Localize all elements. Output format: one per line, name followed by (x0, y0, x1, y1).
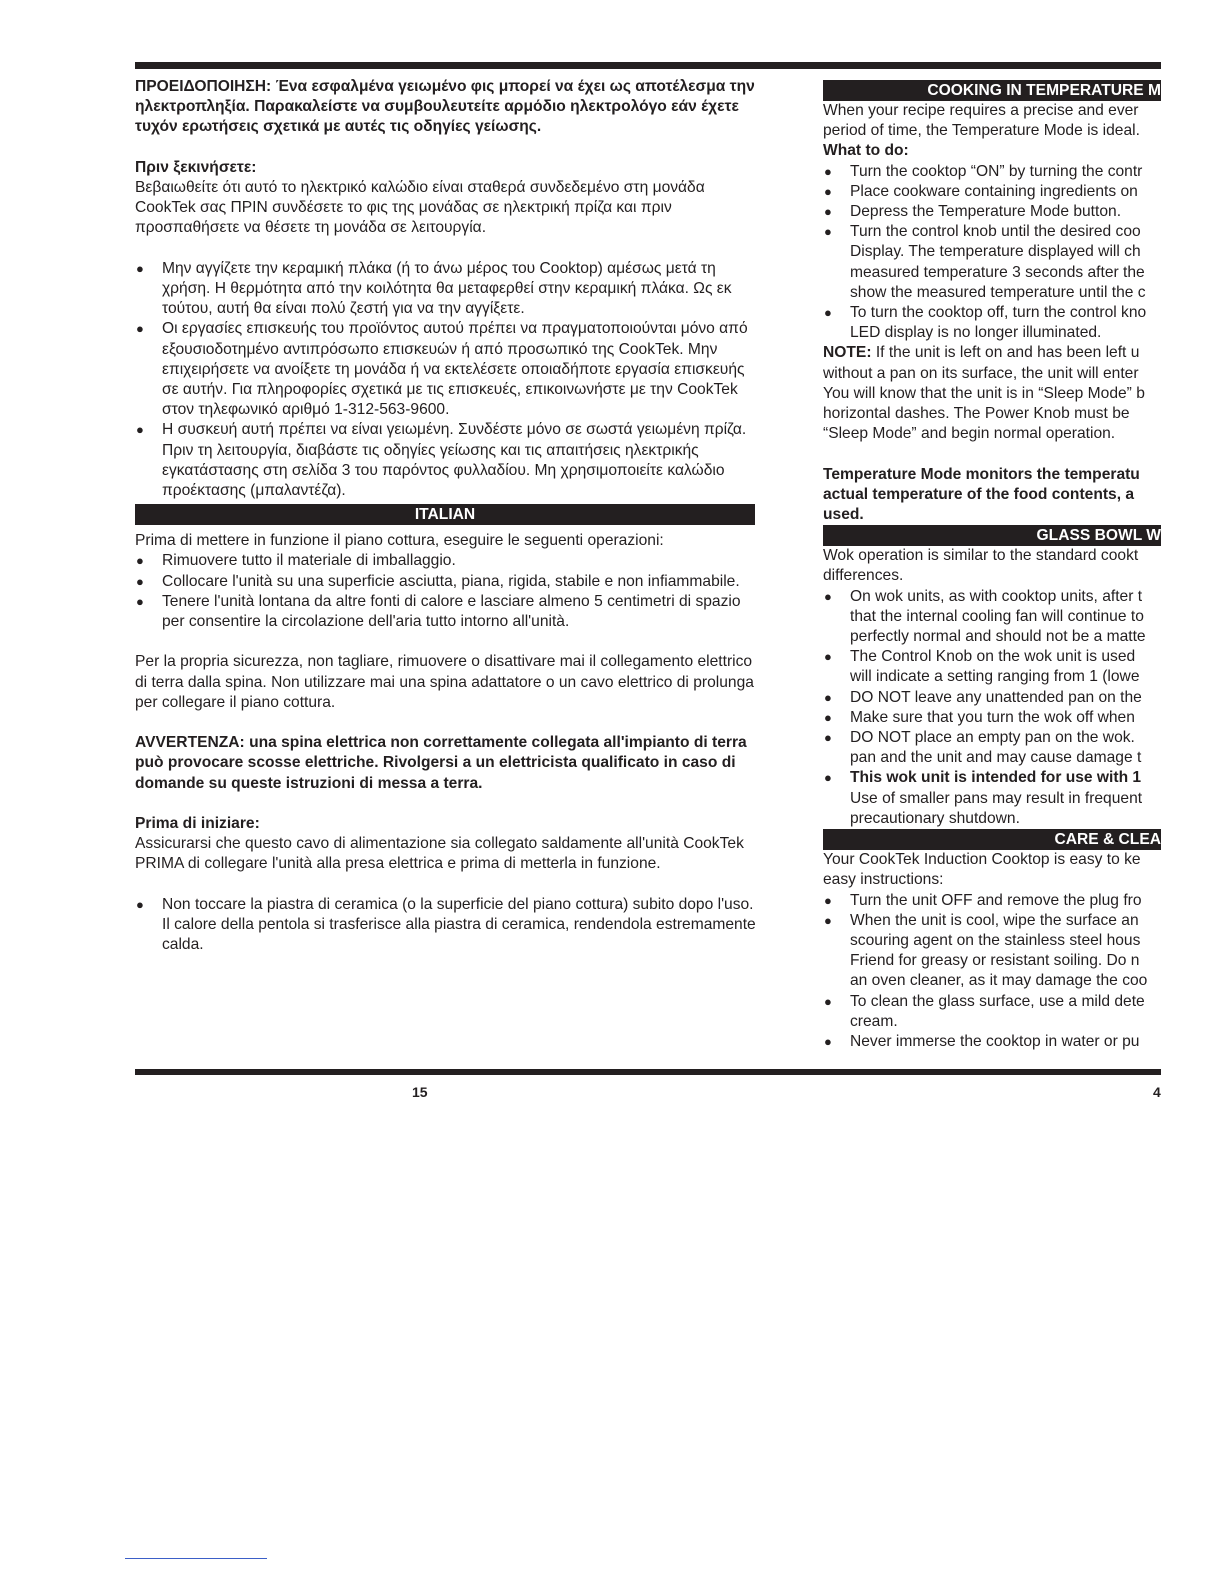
note-label: NOTE: (823, 344, 872, 362)
glass-bowl-wok-header: GLASS BOWL W (823, 525, 1161, 546)
list-item: ● Rimuovere tutto il materiale di imballaggio. (135, 551, 757, 571)
italian-bullet-list (135, 551, 757, 632)
list-item: ● Turn the unit OFF and remove the plug fro (823, 891, 1161, 911)
what-to-do-heading: What to do: (823, 142, 909, 160)
temperature-monitor-note: Temperature Mode monitors the temperatu actual temperature of the food contents, a used. (823, 465, 1140, 524)
wok-intro: Wok operation is similar to the standard cookt differences. (823, 547, 1139, 585)
list-item: ● Non toccare la piastra di ceramica (o la superficie del piano cottura) subito dopo l'uso. Il calore della pentola si trasferisce alla piastra di ceramica, rendendola estremamente calda. (135, 895, 757, 956)
right-column (823, 80, 1161, 1052)
right-page-number: 4 (1153, 1084, 1161, 1100)
list-item: ● This wok unit is intended for use with 1 Use of smaller pans may result in frequent precautionary shutdown. (823, 768, 1161, 829)
list-item: ● Make sure that you turn the wok off when (823, 708, 1161, 728)
list-item: ● Tenere l'unità lontana da altre fonti di calore e lasciare almeno 5 centimetri di spazio per consentire la circolazione dell'aria tutto intorno all'unità. (135, 592, 757, 632)
list-item: ● Μην αγγίζετε την κεραμική πλάκα (ή το άνω μέρος του Cooktop) αμέσως μετά τη χρήση. Η θερμότητα από την κοιλότητα θα μεταφερθεί στην κεραμική πλάκα. Ως εκ τούτου, αυτή θα είναι πολύ ζεστή για να την αγγίξετε. (135, 259, 757, 320)
temp-intro-line: period of time, the Temperature Mode is ideal. (823, 122, 1140, 140)
care-intro: Your CookTek Induction Cooktop is easy to ke easy instructions: (823, 851, 1141, 889)
italian-intro: Prima di mettere in funzione il piano cottura, eseguire le seguenti operazioni: (135, 532, 664, 550)
list-item: ● Place cookware containing ingredients on (823, 182, 1161, 202)
top-rule (135, 62, 1161, 69)
link-underline[interactable] (125, 1558, 267, 1559)
greek-before-heading: Πριν ξεκινήσετε: (135, 158, 257, 176)
list-item: ● Οι εργασίες επισκευής του προϊόντος αυτού πρέπει να πραγματοποιούνται μόνο από εξουσιοδοτημένο αντιπρόσωπο επισκευών ή από προσωπικό της CookTek. Μην επιχειρήσετε να ανοίξετε τη μονάδα ή να εκτελέσετε οποιαδήποτε εργασία επισκευής σε αυτήν. Για πληροφορίες σχετικά με τις επισκευές, επικοινωνήστε με την CookTek στον τηλεφωνικό αριθμό 1-312-563-9600. (135, 319, 757, 420)
italian-warning: AVVERTENZA: una spina elettrica non correttamente collegata all'impianto di terra può provocare scosse elettriche. Rivolgersi a un elettricista qualificato in caso di domande su queste istruzioni di messa a terra. (135, 734, 747, 792)
list-item: ● On wok units, as with cooktop units, after t that the internal cooling fan will continue to perfectly normal and should not be a matte (823, 587, 1161, 648)
italian-bullet-list-2 (135, 895, 757, 956)
list-item: ● Turn the control knob until the desired coo Display. The temperature displayed will ch measured temperature 3 seconds after the show the measured temperature until the c (823, 222, 1161, 303)
bottom-rule (135, 1069, 1161, 1075)
list-item: ● Collocare l'unità su una superficie asciutta, piana, rigida, stabile e non infiammabile. (135, 572, 757, 592)
list-item: ● Never immerse the cooktop in water or pu (823, 1032, 1161, 1052)
list-item: ● DO NOT place an empty pan on the wok. pan and the unit and may cause damage t (823, 728, 1161, 768)
greek-warning: ΠΡΟΕΙΔΟΠΟΙΗΣΗ: Ένα εσφαλμένα γειωμένο φις μπορεί να έχει ως αποτέλεσμα την ηλεκτροπληξία. Παρακαλείστε να συμβουλευτείτε αρμόδιο ηλεκτρολόγο εάν έχετε τυχόν ερωτήσεις σχετικά με αυτές τις οδηγίες γείωσης. (135, 78, 755, 136)
care-bullet-list (823, 891, 1161, 1053)
temperature-mode-header: COOKING IN TEMPERATURE M (823, 80, 1161, 101)
list-item: ● When the unit is cool, wipe the surface an scouring agent on the stainless steel hous Friend for greasy or resistant soiling. Do n an oven cleaner, as it may damage the coo (823, 911, 1161, 992)
italian-before-heading: Prima di iniziare: (135, 815, 260, 833)
italian-safety: Per la propria sicurezza, non tagliare, rimuovere o disattivare mai il collegamento elettrico di terra dalla spina. Non utilizzare mai una spina adattatore o un cavo elettrico di prolunga per collegare il piano cottura. (135, 653, 754, 711)
list-item: ● Η συσκευή αυτή πρέπει να είναι γειωμένη. Συνδέστε μόνο σε σωστά γειωμένη πρίζα. Πριν τη λειτουργία, διαβάστε τις οδηγίες γείωσης και τις απαιτήσεις ηλεκτρικής εγκατάστασης στη σελίδα 3 του παρόντος φυλλαδίου. Μη χρησιμοποιείτε καλώδιο προέκτασης (μπαλαντέζα). (135, 420, 757, 501)
left-column (135, 77, 757, 955)
temp-intro-line: When your recipe requires a precise and ever (823, 102, 1139, 119)
italian-section-header: ITALIAN (135, 504, 755, 525)
list-item: ● To clean the glass surface, use a mild dete cream. (823, 992, 1161, 1032)
greek-before-text: Βεβαιωθείτε ότι αυτό το ηλεκτρικό καλώδιο είναι σταθερά συνδεδεμένο στη μονάδα CookTek σας ΠΡΙΝ συνδέσετε το φις της μονάδας σε ηλεκτρική πρίζα και πριν προσπαθήσετε να θέσετε τη μονάδα σε λειτουργία. (135, 179, 705, 237)
care-cleaning-header: CARE & CLEA (823, 829, 1161, 850)
italian-before-text: Assicurarsi che questo cavo di alimentazione sia collegato saldamente all'unità CookTek PRIMA di collegare l'unità alla presa elettrica e prima di metterla in funzione. (135, 835, 744, 873)
temp-bullet-list (823, 162, 1161, 344)
left-page-number: 15 (412, 1084, 428, 1100)
list-item: ● Turn the cooktop “ON” by turning the contr (823, 162, 1161, 182)
list-item: ● Depress the Temperature Mode button. (823, 202, 1161, 222)
wok-bullet-list (823, 587, 1161, 829)
list-item: ● DO NOT leave any unattended pan on the (823, 688, 1161, 708)
greek-bullet-list (135, 259, 757, 501)
list-item: ● To turn the cooktop off, turn the control kno LED display is no longer illuminated. (823, 303, 1161, 343)
list-item: ● The Control Knob on the wok unit is used will indicate a setting ranging from 1 (lowe (823, 647, 1161, 687)
note-paragraph: NOTE: If the unit is left on and has been left u without a pan on its surface, the unit will enter You will know that the unit is in “Sleep Mode” b horizontal dashes. The Power Knob must be “Sleep Mode” and begin normal operation. (823, 344, 1145, 443)
